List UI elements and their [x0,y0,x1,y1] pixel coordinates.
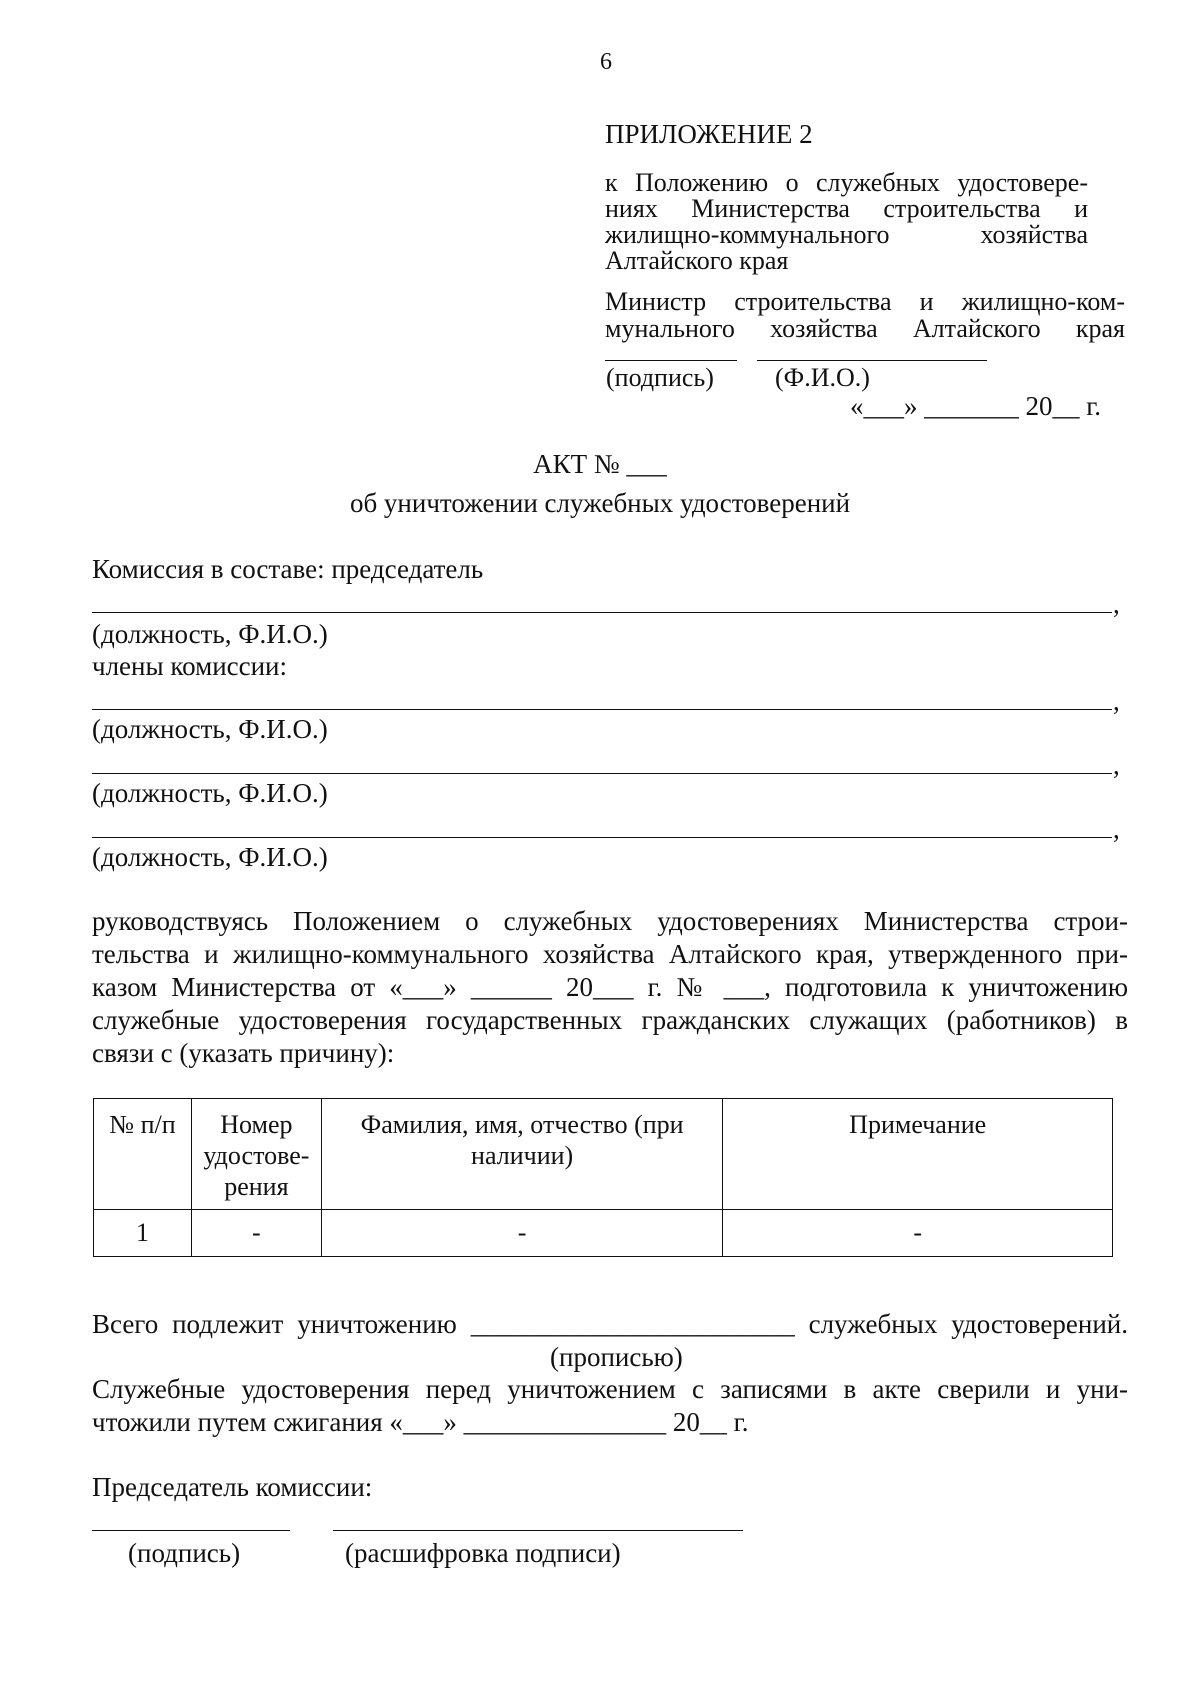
total-text[interactable]: Всего подлежит уничтожению ________________________ служебных удостоверений. [92,1309,1128,1339]
position-caption: (должность, Ф.И.О.) [92,778,328,808]
commission-intro: Комиссия в составе: председатель [92,554,484,584]
member-fill-line[interactable] [92,837,1112,838]
table-row [94,1209,1113,1256]
paragraph-line: руководствуясь Положением о служебных удостоверениях Министерства строи- [92,906,1128,936]
act-subtitle: об уничтожении служебных удостоверений [349,488,851,518]
appendix-ref-line: к Положению о служебных удостовере- [605,168,1088,197]
header-note: Примечание [723,1099,1113,1210]
cell-number[interactable]: 1 [94,1209,192,1256]
cell-note[interactable]: - [723,1209,1113,1256]
position-caption: (должность, Ф.И.О.) [92,619,328,649]
minister-signature-line[interactable] [605,360,737,361]
position-caption: (должность, Ф.И.О.) [92,714,328,744]
destroyed-line: Служебные удостоверения перед уничтожением с записями в акте сверили и уни- [92,1374,1128,1404]
paragraph-line: связи с (указать причину): [92,1038,395,1068]
header-full-name: Фамилия, имя, отчество (при наличии) [321,1099,723,1210]
minister-name-line[interactable] [757,360,987,361]
position-caption: (должность, Ф.И.О.) [92,842,328,872]
appendix-ref-line: ниях Министерства строительства и [605,194,1088,223]
member-fill-line[interactable] [92,773,1112,774]
appendix-ref-line: Алтайского края [605,246,789,275]
destroyed-paragraph [92,1373,1128,1406]
page-number: 6 [600,49,612,75]
chairman-decode-caption: (расшифровка подписи) [345,1538,621,1568]
minister-approval [605,288,1125,343]
paragraph-line: казом Министерства от «___» ______ 20___ г. № ___, подготовила к уничтожению [92,972,1128,1002]
total-line [92,1308,1128,1340]
appendix-title: ПРИЛОЖЕНИЕ 2 [605,119,813,149]
minister-line: мунального хозяйства Алтайского края [605,314,1125,344]
paragraph-line: служебные удостоверения государственных гражданских служащих (работников) в [92,1005,1128,1035]
comma: , [1113,686,1120,716]
appendix-reference [605,170,1088,274]
appendix-ref-line: жилищно-коммунального хозяйства [605,220,1088,249]
chairman-decode-line[interactable] [333,1530,743,1531]
header-number: № п/п [94,1099,192,1210]
chairman-label: Председатель комиссии: [92,1472,373,1502]
comma: , [1113,814,1120,844]
cell-full-name[interactable]: - [321,1209,723,1256]
header-certificate-number: Номер удостове-рения [191,1099,321,1210]
minister-name-caption: (Ф.И.О.) [775,363,870,392]
minister-signature-caption: (подпись) [606,363,714,392]
comma: , [1113,750,1120,780]
member-fill-line[interactable] [92,709,1112,710]
minister-line: Министр строительства и жилищно-ком- [605,287,1125,316]
chairman-signature-line[interactable] [92,1530,290,1531]
approval-date-field[interactable]: «___» _______ 20__ г. [850,391,1102,421]
paragraph-line: тельства и жилищно-коммунального хозяйства Алтайского края, утвержденного при- [92,939,1128,969]
destroyed-date-line[interactable]: чтожили путем сжигания «___» _______________ 20__ г. [92,1407,749,1437]
basis-paragraph [92,905,1128,1070]
cell-certificate-number[interactable]: - [191,1209,321,1256]
table-header-row [94,1099,1113,1210]
act-title: АКТ № ___ [533,449,667,479]
comma: , [1113,589,1120,619]
chairman-fill-line[interactable] [92,612,1112,613]
in-words-caption: (прописью) [550,1342,683,1372]
chairman-signature-caption: (подпись) [128,1538,241,1568]
members-label: члены комиссии: [92,651,288,681]
certificates-table [93,1098,1113,1257]
